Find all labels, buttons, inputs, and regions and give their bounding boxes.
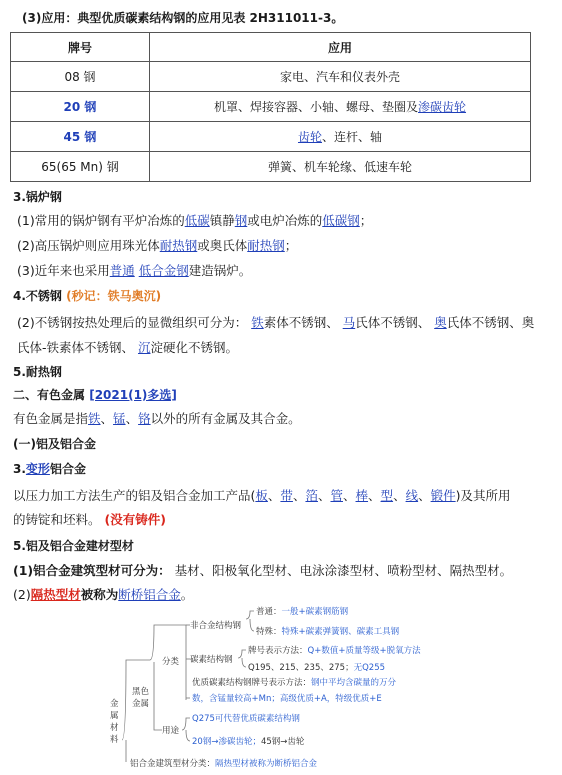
section-aluminum: (一)铝及铝合金 <box>13 437 96 451</box>
table-row <box>11 62 531 92</box>
memo-tip: (秒记：铁马奥沉) <box>66 289 162 303</box>
table-row <box>11 152 531 182</box>
stainless-title: 4.不锈钢 <box>13 289 62 303</box>
text-run: 淀硬化不锈钢。 <box>150 340 239 355</box>
text-run: 、 <box>393 488 406 503</box>
text-run: 、 <box>267 488 281 503</box>
link-text[interactable]: 型 <box>380 488 394 503</box>
link-text[interactable]: 铬 <box>138 411 151 426</box>
text-run: 有色金属是指 <box>13 411 89 426</box>
boiler-line-1 <box>17 211 372 229</box>
text-run: 以压力加工方法生产的铝及铝合金加工产品( <box>13 488 256 503</box>
link-text[interactable]: 钢 <box>234 213 248 228</box>
link-text[interactable]: 铁 <box>251 315 264 330</box>
link-text[interactable]: 铁 <box>88 411 101 426</box>
boiler-line-2 <box>17 236 297 254</box>
mm-quality-1: 优质碳素结构钢牌号表示方法：钢中平均含碳量的万分 <box>192 678 397 688</box>
text-run: 、 <box>292 488 306 503</box>
cell-grade: 08 钢 <box>11 62 150 92</box>
text-run: 、 <box>125 411 139 426</box>
link-text[interactable]: 线 <box>405 488 419 503</box>
table-row <box>11 122 531 152</box>
cell-application <box>150 152 531 182</box>
text-run: 弹簧、机车轮缘、低速车轮 <box>267 160 412 174</box>
text-run: 以外的所有金属及其合金。 <box>150 411 301 426</box>
section-stainless-steel <box>13 287 161 304</box>
link-text[interactable]: 沉 <box>137 340 151 355</box>
mm-carbon: 碳素结构钢 <box>190 655 233 665</box>
link-text[interactable]: 齿轮 <box>297 130 322 144</box>
section-nonferrous <box>13 386 177 403</box>
text-run: 氏体-铁素体不锈钢、 <box>17 340 138 355</box>
wrought-aluminum-title: 3.变形铝合金 <box>13 462 86 476</box>
no-castings-note: (没有铸件) <box>104 512 166 527</box>
link-text[interactable]: 棒 <box>355 488 369 503</box>
mm-grades: Q195、215、235、275；无Q255 <box>248 663 386 673</box>
table-header-row <box>11 33 531 62</box>
link-text[interactable]: 板 <box>255 488 268 503</box>
link-text[interactable]: 耐热钢 <box>159 238 198 253</box>
section-heat-resistant-steel: 5.耐热钢 <box>13 365 62 379</box>
boiler-line-3 <box>17 261 251 279</box>
text-run: ； <box>284 238 298 253</box>
mm-ferrous: 黑色 金属 <box>132 687 150 709</box>
link-text[interactable]: 断桥铝合金 <box>118 587 181 602</box>
mm-classify: 分类 <box>162 657 180 667</box>
link-text[interactable]: 箔 <box>305 488 318 503</box>
text-run: (2)高压锅炉则应用珠光体 <box>17 238 160 253</box>
link-text[interactable]: 马 <box>342 315 356 330</box>
link-text[interactable]: 锰 <box>113 411 126 426</box>
exam-tag[interactable]: [2021(1)多选] <box>89 388 177 402</box>
text-run: 被称为 <box>80 587 119 602</box>
metal-materials-mindmap <box>0 600 562 775</box>
nonferrous-title: 二、有色金属 <box>13 388 86 402</box>
table-row <box>11 92 531 122</box>
text-run: 或电炉冶炼的 <box>247 213 323 228</box>
table-caption: (3)应用：典型优质碳素结构钢的应用见表 2H311011-3。 <box>22 11 344 25</box>
mm-bottom: 铝合金建筑型材分类：隔热型材被称为断桥铝合金 <box>130 759 318 769</box>
link-text[interactable]: 隔热型材 <box>30 587 81 602</box>
text-run: 家电、汽车和仪表外壳 <box>279 70 400 84</box>
text-run: ； <box>359 213 373 228</box>
link-text[interactable]: 带 <box>280 488 293 503</box>
stainless-line-1 <box>17 313 534 331</box>
link-text[interactable]: 渗碳齿轮 <box>418 100 467 114</box>
mm-root: 金 属 材 料 <box>110 699 119 745</box>
text-run: 镇静 <box>209 213 235 228</box>
cell-application <box>150 62 531 92</box>
text-run: 或奥氏体 <box>197 238 248 253</box>
link-wrought[interactable]: 变形 <box>25 462 50 476</box>
text-run: 、 <box>343 488 356 503</box>
cell-grade: 20 钢 <box>11 92 150 122</box>
mm-use-1: Q275可代替优质碳素结构钢 <box>192 714 300 724</box>
mm-normal: 普通：一般+碳素钢筋钢 <box>256 607 349 617</box>
mm-use-2: 20钢→渗碳齿轮；45钢→齿轮 <box>192 737 305 747</box>
text-run: )及其所用 <box>455 488 511 503</box>
header-application: 应用 <box>150 33 531 62</box>
cell-application <box>150 92 531 122</box>
link-text[interactable]: 管 <box>330 488 343 503</box>
link-text[interactable]: 锻件 <box>430 488 456 503</box>
wrought-line-1 <box>13 486 511 504</box>
link-text[interactable]: 普通 <box>109 263 135 278</box>
text-run: 机罩、焊接容器、小轴、螺母、垫圈及 <box>213 100 418 114</box>
link-text[interactable]: 耐热钢 <box>247 238 285 253</box>
cell-application <box>150 122 531 152</box>
cell-grade: 45 钢 <box>11 122 150 152</box>
text-run: 、 <box>317 488 331 503</box>
text-run: 。 <box>180 587 194 602</box>
link-text[interactable]: 低碳 <box>184 213 210 228</box>
stainless-line-2 <box>17 338 238 356</box>
text-run: 、 <box>368 488 381 503</box>
text-run: (3)近年来也采用 <box>17 263 110 278</box>
text-run: 素体不锈钢、 <box>263 315 343 330</box>
nonferrous-definition <box>13 409 301 427</box>
cell-grade: 65(65 Mn) 钢 <box>11 152 150 182</box>
text-run: 氏体不锈钢、 <box>355 315 435 330</box>
mm-nonalloy: 非合金结构钢 <box>190 621 242 631</box>
wrought-line-2: 的铸锭和坯料。 (没有铸件) <box>13 512 166 527</box>
mm-grade-rule: 牌号表示方法：Q+数值+质量等级+脱氧方法 <box>248 646 421 656</box>
mm-use: 用途 <box>162 726 180 736</box>
text-run: 、 <box>418 488 431 503</box>
mm-special: 特殊：特殊+碳素弹簧钢、碳素工具钢 <box>256 627 400 637</box>
text-run: 氏体不锈钢、奥 <box>446 315 535 330</box>
text-run: (1)常用的锅炉钢有平炉冶炼的 <box>17 213 185 228</box>
text-run: (2) <box>13 587 31 602</box>
section-profiles: 5.铝及铝合金建材型材 <box>13 539 134 553</box>
link-text[interactable]: 低碳钢 <box>322 213 360 228</box>
mm-quality-2: 数，含锰量较高+Mn；高级优质+A，特级优质+E <box>192 694 382 704</box>
link-text[interactable]: 低合金钢 <box>138 263 189 278</box>
steel-application-table <box>10 32 531 182</box>
profiles-line-1: (1)铝合金建筑型材可分为： 基材、阳极氧化型材、电泳涂漆型材、喷粉型材、隔热型材。 <box>13 563 513 578</box>
header-grade: 牌号 <box>11 33 150 62</box>
section-boiler-steel: 3.锅炉钢 <box>13 190 62 204</box>
text-run: 、 <box>100 411 114 426</box>
text-run: 建造锅炉。 <box>188 263 252 278</box>
text-run: (2)不锈钢按热处理后的显微组织可分为： <box>17 315 252 330</box>
text-run: 、连杆、轴 <box>322 130 383 144</box>
link-text[interactable]: 奥 <box>434 315 447 330</box>
